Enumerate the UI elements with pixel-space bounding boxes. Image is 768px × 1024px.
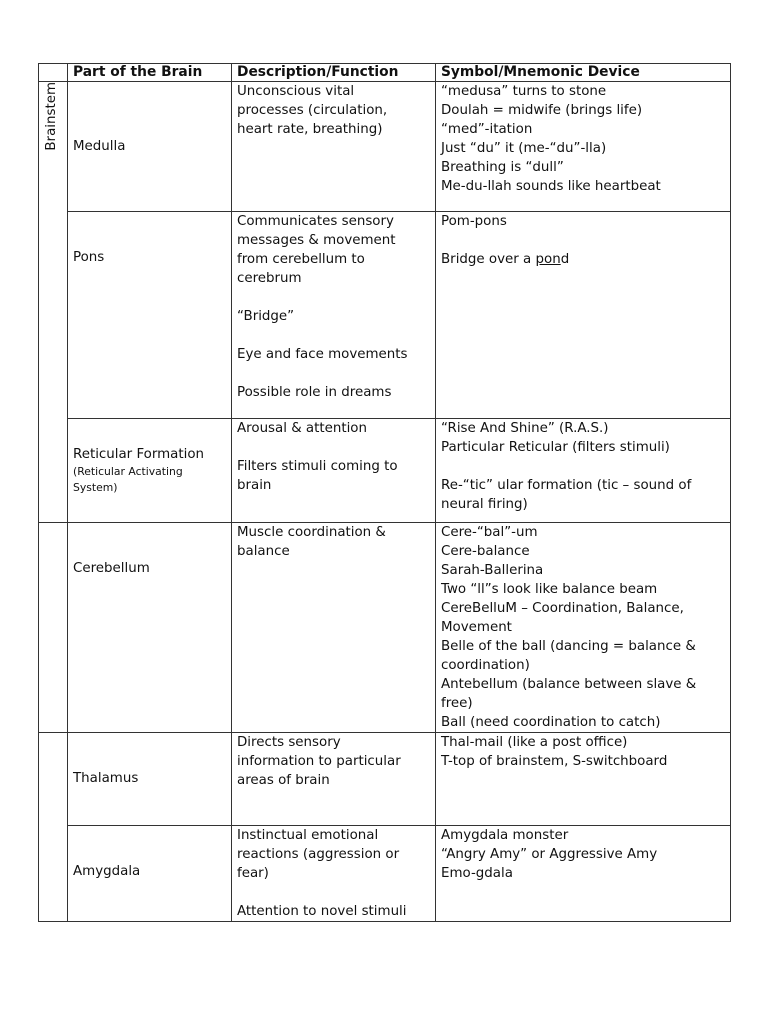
description-line: Directs sensory bbox=[237, 735, 341, 750]
description-line: fear) bbox=[237, 866, 269, 881]
mnemonic-line: T-top of brainstem, S-switchboard bbox=[441, 754, 668, 769]
part-label: Thalamus bbox=[73, 771, 139, 786]
mnemonic-line: Ball (need coordination to catch) bbox=[441, 715, 661, 730]
part-label: Cerebellum bbox=[73, 561, 150, 576]
table-row bbox=[39, 212, 731, 419]
mnemonic-line: Movement bbox=[441, 620, 512, 635]
mnemonic-cerebellum bbox=[436, 523, 731, 733]
header-row bbox=[39, 64, 731, 82]
description-amygdala bbox=[232, 826, 436, 922]
mnemonic-line: Doulah = midwife (brings life) bbox=[441, 103, 643, 118]
description-line: heart rate, breathing) bbox=[237, 122, 383, 137]
description-line: cerebrum bbox=[237, 271, 302, 286]
part-reticular-formation bbox=[68, 419, 232, 523]
mnemonic-line: coordination) bbox=[441, 658, 530, 673]
description-pons bbox=[232, 212, 436, 419]
mnemonic-line: Me-du-llah sounds like heartbeat bbox=[441, 179, 661, 194]
mnemonic-line: Breathing is “dull” bbox=[441, 160, 564, 175]
part-cerebellum bbox=[68, 523, 232, 733]
header-group bbox=[39, 64, 68, 82]
table-row bbox=[39, 419, 731, 523]
mnemonic-line: Just “du” it (me-“du”-lla) bbox=[441, 141, 607, 156]
mnemonic-line: Amygdala monster bbox=[441, 828, 569, 843]
description-line: Instinctual emotional bbox=[237, 828, 379, 843]
mnemonic-pons bbox=[436, 212, 731, 419]
description-reticular-formation bbox=[232, 419, 436, 523]
description-line: information to particular bbox=[237, 754, 401, 769]
mnemonic-line: Sarah-Ballerina bbox=[441, 563, 544, 578]
blank-line bbox=[237, 288, 430, 307]
description-line: Possible role in dreams bbox=[237, 385, 392, 400]
blank-line bbox=[237, 438, 430, 457]
mnemonic-line: neural firing) bbox=[441, 497, 528, 512]
mnemonic-line: CereBelluM – Coordination, Balance, bbox=[441, 601, 684, 616]
mnemonic-amygdala bbox=[436, 826, 731, 922]
header-description: Description/Function bbox=[232, 64, 436, 82]
description-line: areas of brain bbox=[237, 773, 330, 788]
description-line: Arousal & attention bbox=[237, 421, 367, 436]
mnemonic-medulla bbox=[436, 82, 731, 212]
mnemonic-text: Bridge over a bbox=[441, 252, 536, 267]
description-line: Filters stimuli coming to bbox=[237, 459, 398, 474]
mnemonic-thalamus bbox=[436, 733, 731, 826]
mnemonic-line: Emo-gdala bbox=[441, 866, 513, 881]
description-line: from cerebellum to bbox=[237, 252, 365, 267]
description-line: processes (circulation, bbox=[237, 103, 388, 118]
description-line: messages & movement bbox=[237, 233, 396, 248]
part-pons bbox=[68, 212, 232, 419]
mnemonic-line: Cere-balance bbox=[441, 544, 530, 559]
description-line: Muscle coordination & bbox=[237, 525, 386, 540]
description-line: Eye and face movements bbox=[237, 347, 408, 362]
part-label: Amygdala bbox=[73, 864, 141, 879]
part-label: Pons bbox=[73, 250, 105, 265]
description-thalamus bbox=[232, 733, 436, 826]
part-amygdala bbox=[68, 826, 232, 922]
mnemonic-text: d bbox=[560, 252, 570, 267]
mnemonic-reticular-formation bbox=[436, 419, 731, 523]
mnemonic-line: Pom-pons bbox=[441, 214, 507, 229]
brainstem-group-cell bbox=[39, 82, 68, 523]
part-thalamus bbox=[68, 733, 232, 826]
empty-group-cell bbox=[39, 523, 68, 733]
mnemonic-line: Belle of the ball (dancing = balance & bbox=[441, 639, 696, 654]
mnemonic-line: Re-“tic” ular formation (tic – sound of bbox=[441, 478, 692, 493]
description-line: reactions (aggression or bbox=[237, 847, 400, 862]
table-row bbox=[39, 523, 731, 733]
header-mnemonic: Symbol/Mnemonic Device bbox=[436, 64, 731, 82]
part-label: Reticular Formation bbox=[73, 447, 205, 462]
table-row bbox=[39, 733, 731, 826]
description-line: brain bbox=[237, 478, 272, 493]
blank-line bbox=[441, 231, 725, 250]
blank-line bbox=[237, 883, 430, 902]
table-row bbox=[39, 82, 731, 212]
description-line: Unconscious vital bbox=[237, 84, 355, 99]
description-line: Attention to novel stimuli bbox=[237, 904, 407, 919]
mnemonic-line: “Angry Amy” or Aggressive Amy bbox=[441, 847, 658, 862]
brain-parts-table bbox=[38, 63, 731, 922]
mnemonic-line: Two “ll”s look like balance beam bbox=[441, 582, 658, 597]
description-line: “Bridge” bbox=[237, 309, 295, 324]
mnemonic-line: free) bbox=[441, 696, 473, 711]
part-sublabel: (Reticular Activating System) bbox=[73, 465, 183, 494]
description-line: balance bbox=[237, 544, 290, 559]
mnemonic-line: Cere-“bal”-um bbox=[441, 525, 538, 540]
mnemonic-line: “medusa” turns to stone bbox=[441, 84, 607, 99]
mnemonic-line: Thal-mail (like a post office) bbox=[441, 735, 628, 750]
mnemonic-line bbox=[441, 250, 725, 269]
description-line: Communicates sensory bbox=[237, 214, 394, 229]
blank-line bbox=[237, 364, 430, 383]
brainstem-label: Brainstem bbox=[44, 82, 59, 151]
blank-line bbox=[237, 326, 430, 345]
mnemonic-line: Antebellum (balance between slave & bbox=[441, 677, 697, 692]
part-medulla: Medulla bbox=[68, 82, 232, 212]
table-row bbox=[39, 826, 731, 922]
description-cerebellum bbox=[232, 523, 436, 733]
underlined-text: pon bbox=[535, 252, 561, 267]
mnemonic-line: “Rise And Shine” (R.A.S.) bbox=[441, 421, 609, 436]
blank-line bbox=[441, 457, 725, 476]
mnemonic-line: Particular Reticular (filters stimuli) bbox=[441, 440, 670, 455]
description-medulla bbox=[232, 82, 436, 212]
mnemonic-line: “med”-itation bbox=[441, 122, 533, 137]
header-part: Part of the Brain bbox=[68, 64, 232, 82]
empty-group-cell bbox=[39, 733, 68, 922]
